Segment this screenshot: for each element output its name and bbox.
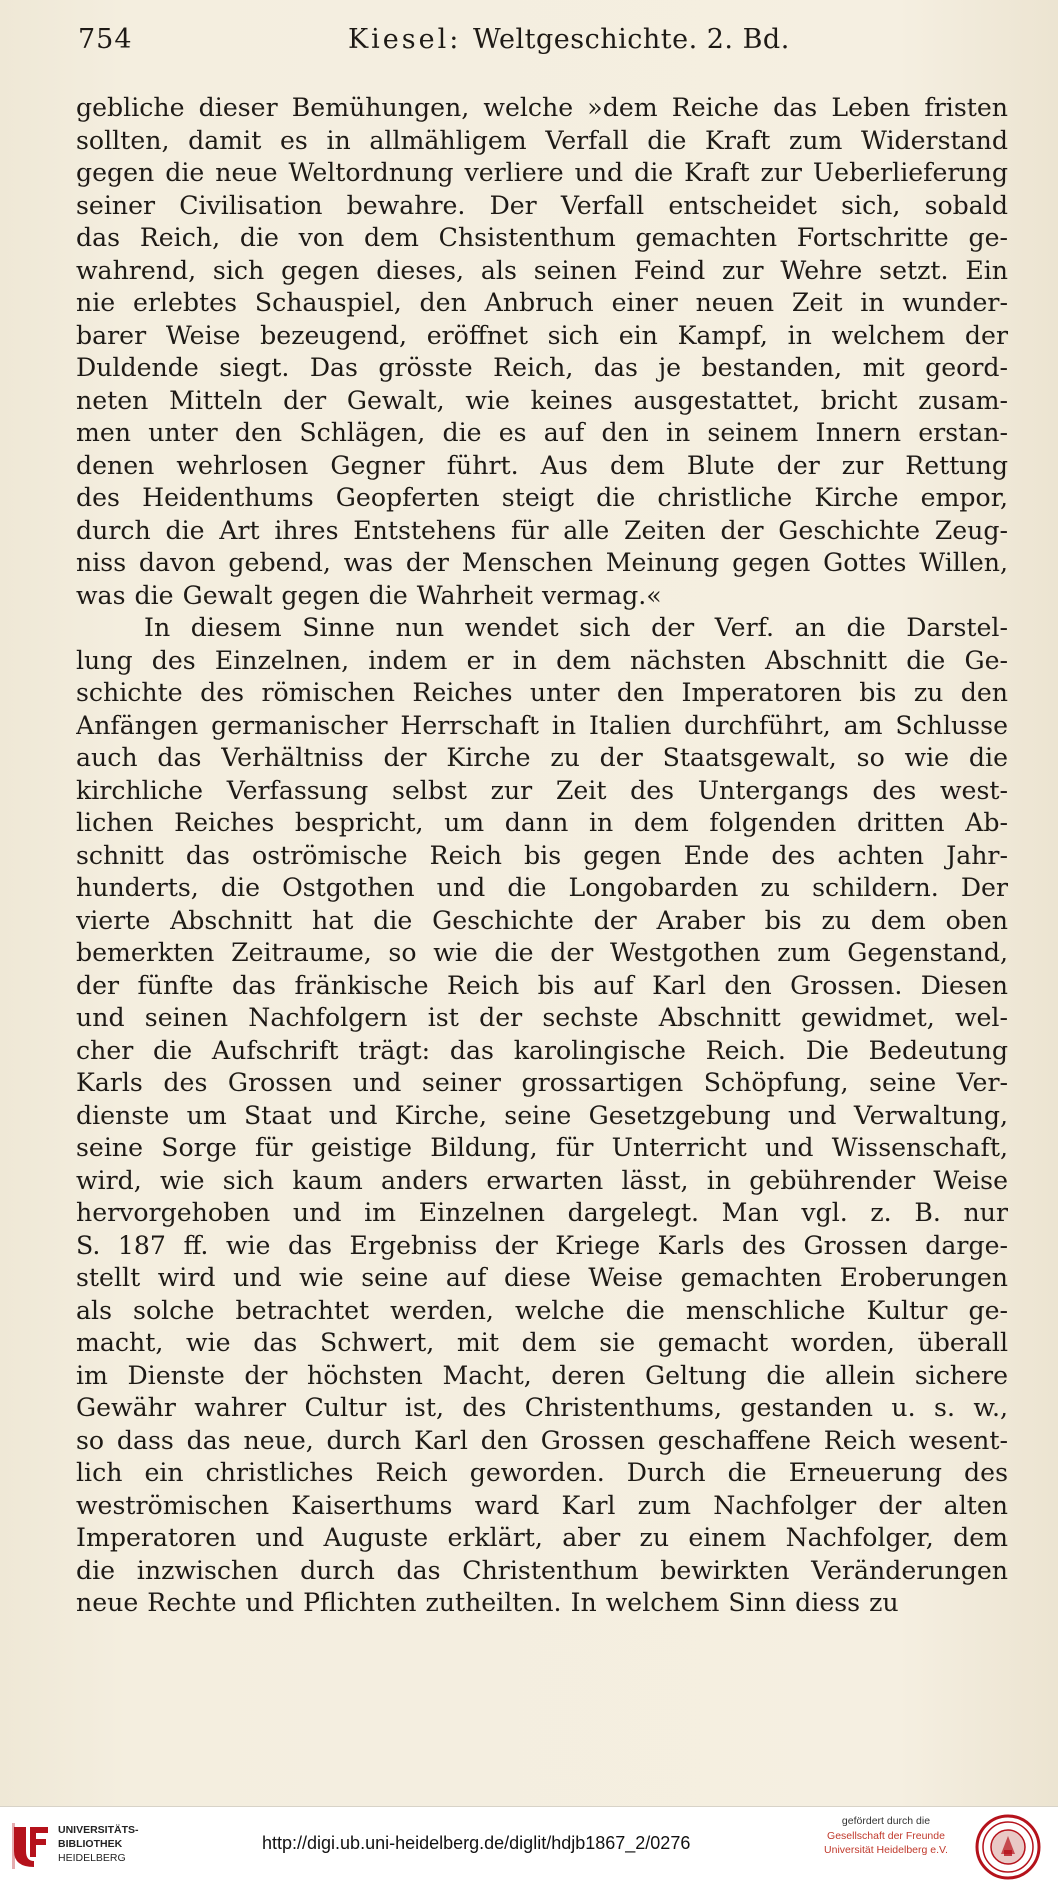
text-line: niss davon gebend, was der Menschen Meinung gegen Gottes Willen, <box>76 548 1008 577</box>
text-line: seine Sorge für geistige Bildung, für Unterricht und Wissenschaft, <box>76 1133 1008 1162</box>
sponsor-org-line1: Gesellschaft der Freunde <box>827 1830 945 1842</box>
text-line: Duldende siegt. Das grösste Reich, das je bestanden, mit geord- <box>76 353 1008 382</box>
text-line: macht, wie das Schwert, mit dem sie gemacht worden, überall <box>76 1328 1008 1357</box>
permalink-url[interactable]: http://digi.ub.uni-heidelberg.de/diglit/hdjb1867_2/0276 <box>262 1833 691 1853</box>
text-line: hervorgehoben und im Einzelnen dargelegt. Man vgl. z. B. nur <box>76 1198 1008 1227</box>
text-line: im Dienste der höchsten Macht, deren Geltung die allein sichere <box>76 1360 1008 1390</box>
text-line: die inzwischen durch das Christenthum bewirkten Veränderungen <box>76 1555 1008 1585</box>
sponsor-intro: gefördert durch die <box>841 1815 931 1827</box>
text-line: auch das Verhältniss der Kirche zu der Staatsgewalt, so wie die <box>76 743 1008 772</box>
text-line: als solche betrachtet werden, welche die menschliche Kultur ge- <box>76 1295 1008 1325</box>
text-line: Karls des Grossen und seiner grossartigen Schöpfung, seine Ver- <box>76 1068 1008 1097</box>
text-line: nie erlebtes Schauspiel, den Anbruch einer neuen Zeit in wunder- <box>76 288 1008 317</box>
text-line: Imperatoren und Auguste erklärt, aber zu einem Nachfolger, dem <box>76 1523 1008 1552</box>
running-title-author: Kiesel: <box>348 24 462 55</box>
university-library-logo-icon <box>10 1821 52 1871</box>
footer-bar <box>0 1806 1058 1884</box>
text-line: kirchliche Verfassung selbst zur Zeit des Untergangs des west- <box>76 775 1008 805</box>
text-line: cher die Aufschrift trägt: das karolingische Reich. Die Bedeutung <box>76 1035 1008 1065</box>
text-line: Anfängen germanischer Herrschaft in Italien durchführt, am Schlusse <box>76 710 1008 740</box>
text-line: gebliche dieser Bemühungen, welche »dem Reiche das Leben fristen <box>76 93 1008 122</box>
text-line: wahrend, sich gegen dieses, als seinen Feind zur Wehre setzt. Ein <box>76 255 1008 285</box>
running-title-book: Weltgeschichte. 2. Bd. <box>472 24 790 55</box>
text-line: dienste um Staat und Kirche, seine Gesetzgebung und Verwaltung, <box>76 1100 1008 1130</box>
sponsor-org-line2: Universität Heidelberg e.V. <box>824 1844 948 1856</box>
text-line: durch die Art ihres Entstehens für alle Zeiten der Geschichte Zeug- <box>76 515 1008 545</box>
text-line: schnitt das oströmische Reich bis gegen Ende des achten Jahr- <box>76 840 1008 870</box>
text-line: neten Mitteln der Gewalt, wie keines ausgestattet, bricht zusam- <box>76 385 1008 415</box>
text-line: und seinen Nachfolgern ist der sechste Abschnitt gewidmet, wel- <box>76 1003 1008 1032</box>
text-line: wird, wie sich kaum anders erwarten lässt, in gebührender Weise <box>76 1165 1008 1195</box>
text-line: bemerkten Zeitraume, so wie die der Westgothen zum Gegenstand, <box>76 938 1008 967</box>
text-line: vierte Abschnitt hat die Geschichte der Araber bis zu dem oben <box>76 905 1008 935</box>
text-line: so dass das neue, durch Karl den Grossen geschaffene Reich wesent- <box>76 1425 1008 1455</box>
library-name-line3: HEIDELBERG <box>58 1852 126 1864</box>
text-line: lichen Reiches bespricht, um dann in dem folgenden dritten Ab- <box>76 808 1008 837</box>
text-line: Gewähr wahrer Cultur ist, des Christenthums, gestanden u. s. w., <box>76 1393 1008 1422</box>
text-line: der fünfte das fränkische Reich bis auf Karl den Grossen. Diesen <box>76 970 1008 1000</box>
library-name <box>58 1823 139 1865</box>
text-line: des Heidenthums Geopferten steigt die christliche Kirche empor, <box>76 483 1008 512</box>
running-title <box>348 24 790 55</box>
text-line: denen wehrlosen Gegner führt. Aus dem Blute der zur Rettung <box>76 450 1008 480</box>
text-line: S. 187 ff. wie das Ergebniss der Kriege Karls des Grossen darge- <box>76 1230 1008 1260</box>
text-line: weströmischen Kaiserthums ward Karl zum Nachfolger der alten <box>76 1490 1008 1520</box>
text-line: sollten, damit es in allmähligem Verfall die Kraft zum Widerstand <box>76 125 1008 155</box>
page-number: 754 <box>78 24 133 55</box>
text-line: das Reich, die von dem Chsistenthum gemachten Fortschritte ge- <box>76 223 1008 252</box>
text-line: seiner Civilisation bewahre. Der Verfall entscheidet sich, sobald <box>76 190 1008 220</box>
text-line: hunderts, die Ostgothen und die Longobarden zu schildern. Der <box>76 873 1008 902</box>
text-line: barer Weise bezeugend, eröffnet sich ein Kampf, in welchem der <box>76 320 1008 350</box>
text-line: In diesem Sinne nun wendet sich der Verf. an die Darstel- <box>144 613 1008 642</box>
text-line: lung des Einzelnen, indem er in dem nächsten Abschnitt die Ge- <box>76 645 1008 675</box>
text-line: lich ein christliches Reich geworden. Durch die Erneuerung des <box>76 1458 1008 1487</box>
text-line: gegen die neue Weltordnung verliere und die Kraft zur Ueberlieferung <box>76 158 1008 187</box>
library-name-line1: UNIVERSITÄTS- <box>58 1824 139 1836</box>
sponsor-credit <box>806 1813 966 1857</box>
body-text <box>76 92 1008 1620</box>
text-line: neue Rechte und Pflichten zutheilten. In welchem Sinn diess zu <box>76 1588 899 1617</box>
text-line: was die Gewalt gegen die Wahrheit vermag.« <box>76 580 662 610</box>
running-header <box>78 24 1008 64</box>
text-line: schichte des römischen Reiches unter den Imperatoren bis zu den <box>76 678 1008 707</box>
text-line: stellt wird und wie seine auf diese Weise gemachten Eroberungen <box>76 1263 1008 1292</box>
text-line: men unter den Schlägen, die es auf den in seinem Innern erstan- <box>76 418 1008 447</box>
university-seal-icon <box>975 1814 1041 1880</box>
library-name-line2: BIBLIOTHEK <box>58 1838 123 1850</box>
